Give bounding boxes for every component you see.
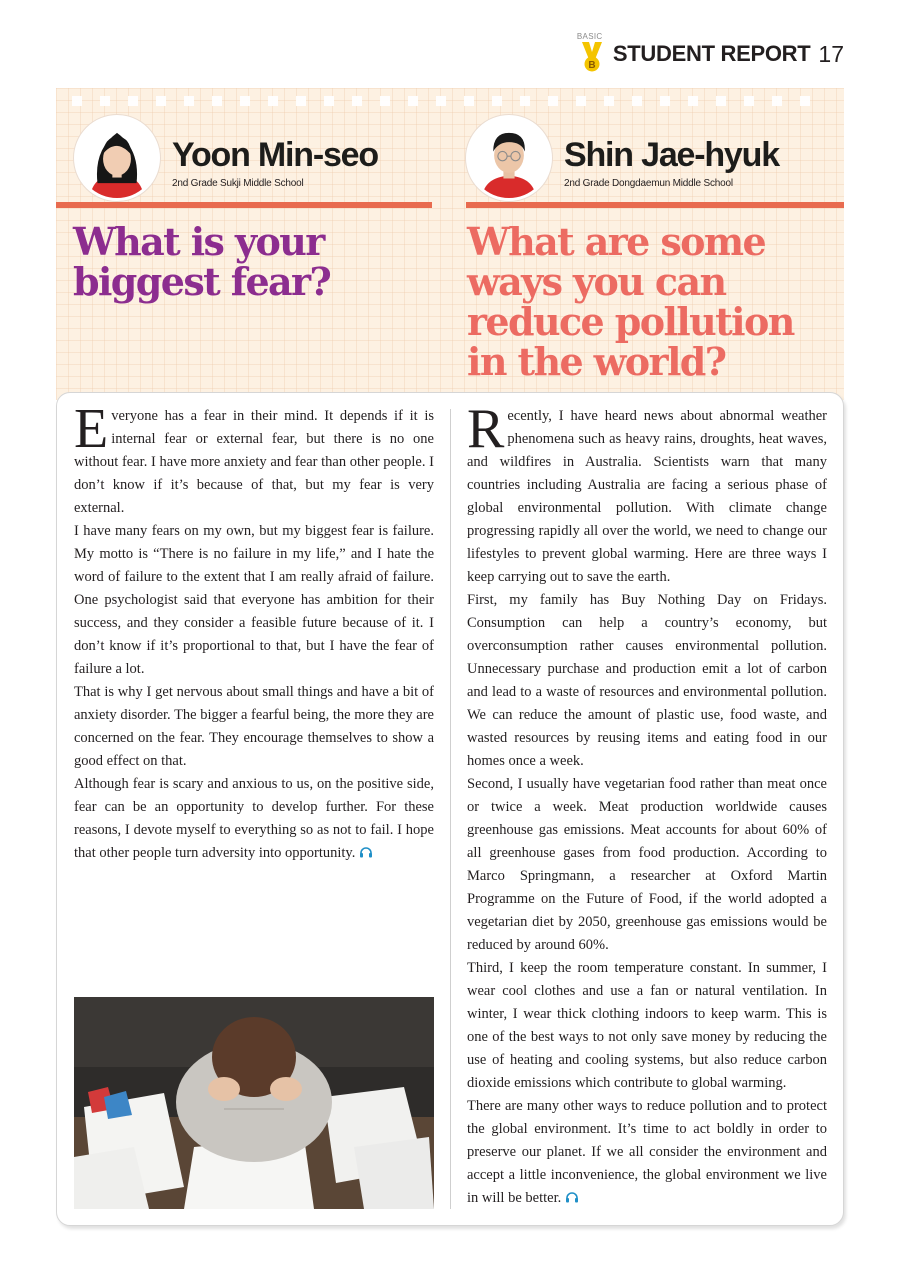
paragraph <box>74 398 434 520</box>
author-school-left: 2nd Grade Sukji Middle School <box>172 177 304 189</box>
author-block-left <box>74 110 378 206</box>
paragraph-text: Although fear is scary and anxious to us, on the positive side, fear can be an opportunity to develop further. For these reasons, I devote myself to everything so as not to fail. I hope that other people turn adversity into opportunity. <box>74 776 434 861</box>
avatar-left <box>74 115 160 201</box>
paragraph-text: There are many other ways to reduce pollution and to protect the global environment. It’s time to act boldly in order to preserve our planet. If we all consider the environment and accept a little inconvenience, the global environment we live in will be better. <box>467 1098 827 1206</box>
paragraph: I have many fears on my own, but my biggest fear is failure. My motto is “There is no failure in my life,” and I hate the word of failure to the extent that I am really afraid of failure. One psychologist said that everyone has ambition for their success, and they consider a feasible future because of it. I don’t know if it’s proportional to that, but I have the fear of failure a lot. <box>74 523 434 677</box>
report-banner <box>56 88 844 400</box>
basic-badge <box>577 32 607 76</box>
paragraph-text: ecently, I have heard news about abnormal weather phenomena such as heavy rains, droughts, heat waves, and wildfires in Australia. Scientists warn that many countries including Australia are facing a serious phase of global environmental pollution. With climate change progressing rapidly all over the world, we need to change our lifestyles to prevent global warming. Here are three ways I keep carrying out to save the earth. <box>467 408 827 585</box>
article-left <box>74 398 434 865</box>
stressed-student-photo <box>74 997 434 1209</box>
paragraph <box>74 773 434 865</box>
question-left: What is your biggest fear? <box>73 219 331 304</box>
stressed-student-with-papers-icon <box>74 997 434 1209</box>
section-title: STUDENT REPORT <box>612 41 811 66</box>
headphones-icon <box>565 1191 579 1203</box>
dropcap-left: E <box>74 398 109 460</box>
student-portrait-girl-icon <box>77 118 157 198</box>
perforation-strip <box>72 96 828 106</box>
article-right <box>467 398 827 1210</box>
paragraph: Second, I usually have vegetarian food rather than meat once or twice a week. Meat production worldwide causes greenhouse gas emissions. Meat accounts for about 60% of all greenhouse gases from food production. According to Marco Springmann, a researcher at Oxford Martin Programme on the Future of Food, if the world adopted a vegetarian diet by 2050, greenhouse gas emissions would be reduced by around 60%. <box>467 776 827 953</box>
article-panel <box>56 392 844 1226</box>
header-rule-left <box>56 202 432 208</box>
author-school-right: 2nd Grade Dongdaemun Middle School <box>564 177 733 189</box>
paragraph <box>467 398 827 589</box>
paragraph: First, my family has Buy Nothing Day on Fridays. Consumption can help a country’s economy, but overconsumption rather causes environmental pollution. Unnecessary purchase and production emit a lot of carbon and lead to a waste of resources and environmental pollution. We can reduce the amount of plastic use, food waste, and wasted resources by reusing items and eating food in our homes once a week. <box>467 592 827 769</box>
paragraph: That is why I get nervous about small things and have a bit of anxiety disorder. The bigger a fearful being, the more they are concerned on the fear. They encourage themselves to show a good effect on that. <box>74 684 434 769</box>
avatar-right <box>466 115 552 201</box>
column-divider <box>450 409 451 1209</box>
dropcap-right: R <box>467 398 505 460</box>
question-right: What are some ways you can reduce pollution in the world? <box>467 219 794 384</box>
paragraph <box>467 1095 827 1210</box>
author-name-left: Yoon Min-seo <box>172 135 378 174</box>
header-rule-right <box>466 202 844 208</box>
badge-basic-label: BASIC <box>576 32 603 41</box>
badge-letter: B <box>588 60 596 71</box>
page-number: 17 <box>818 40 844 67</box>
paragraph-text: veryone has a fear in their mind. It depends if it is internal fear or external fear, but there is no one without fear. I have more anxiety and fear than other people. I don’t know if it’s because of that, but my fear is very external. <box>74 408 434 516</box>
author-name-right: Shin Jae-hyuk <box>564 135 779 174</box>
badge-v-icon <box>581 40 603 72</box>
student-portrait-boy-icon <box>469 118 549 198</box>
author-block-right <box>466 110 779 206</box>
page-header <box>577 30 844 78</box>
paragraph: Third, I keep the room temperature constant. In summer, I wear cool clothes and use a fan or natural ventilation. In winter, I wear thick clothing indoors to keep warm. This is one of the best ways to not only save money by reducing the use of heating and cooling systems, but also reduce carbon dioxide emissions which contribute to global warming. <box>467 960 827 1091</box>
headphones-icon <box>359 846 373 858</box>
